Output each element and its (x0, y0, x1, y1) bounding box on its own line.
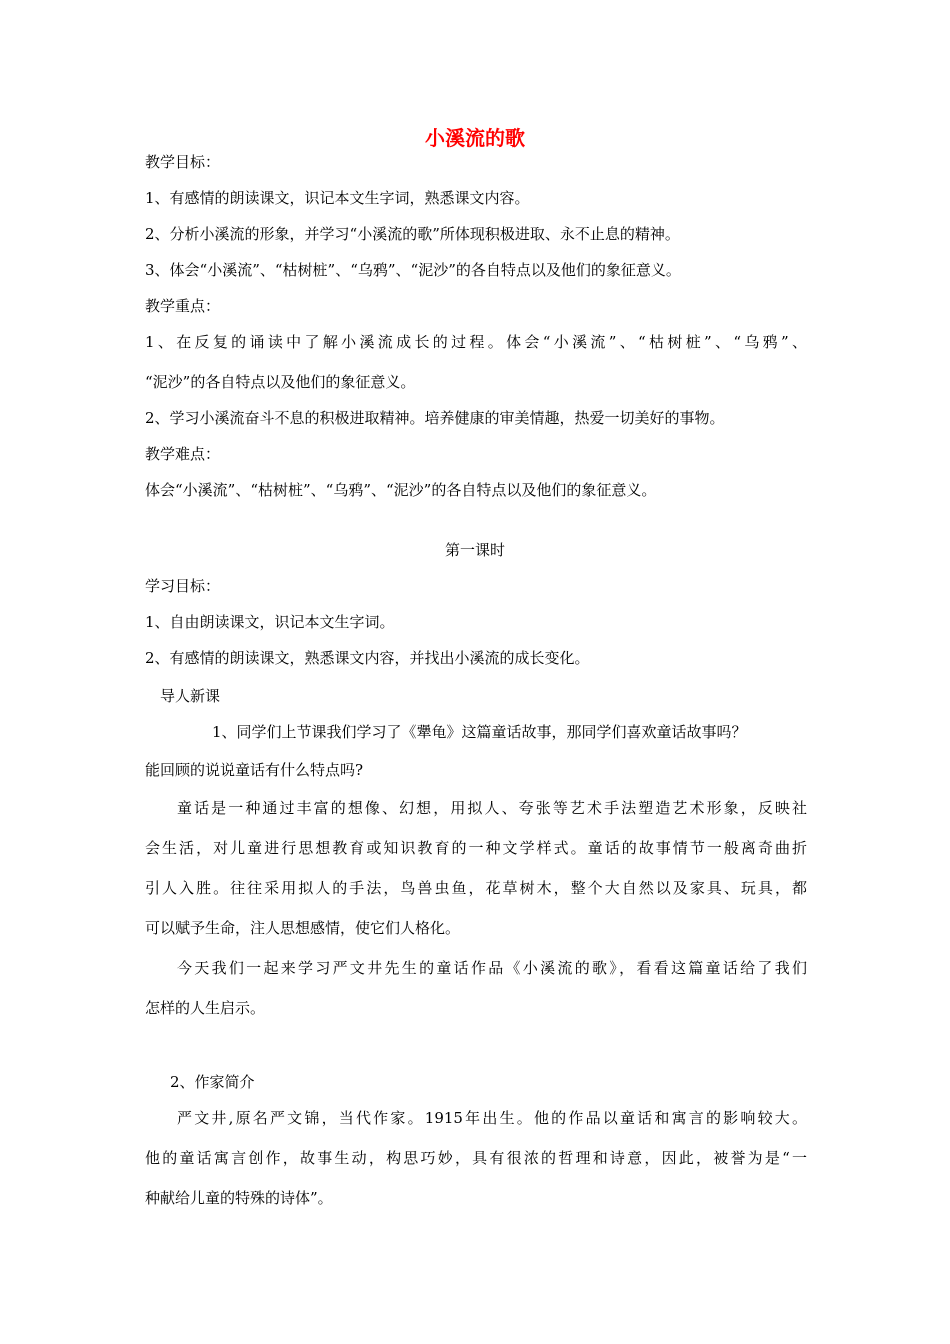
study-goal-item: 2、有感情的朗读课文，熟悉课文内容，并找出小溪流的成长变化。 (145, 649, 590, 667)
intro-question-line: 能回顾的说说童话有什么特点吗? (145, 761, 364, 779)
author-line: 严文井,原名严文锦，当代作家。1915年出生。他的作品以童话和寓言的影响较大。 (177, 1109, 807, 1127)
fairy-tale-line: 引人入胜。往往采用拟人的手法，鸟兽虫鱼，花草树木，整个大自然以及家具、玩具，都 (145, 879, 807, 897)
lesson-heading: 第一课时 (444, 541, 505, 559)
key-point-item: 1、在反复的诵读中了解小溪流成长的过程。体会“小溪流”、“枯树桩”、“乌鸦”、 (145, 333, 807, 351)
document-title: 小溪流的歌 (425, 126, 525, 150)
study-goal-item: 1、自由朗读课文，识记本文生字词。 (145, 613, 395, 631)
objectives-heading: 教学目标： (145, 153, 221, 171)
today-line: 怎样的人生启示。 (145, 999, 266, 1017)
fairy-tale-line: 可以赋予生命，注人思想感情，使它们人格化。 (145, 919, 461, 937)
key-points-heading: 教学重点： (145, 297, 221, 315)
author-line: 他的童话寓言创作，故事生动，构思巧妙，具有很浓的哲理和诗意，因此，被誉为是“一 (145, 1149, 807, 1167)
fairy-tale-line: 会生活，对儿童进行思想教育或知识教育的一种文学样式。童话的故事情节一般离奇曲折 (145, 839, 807, 857)
objective-item: 3、体会“小溪流”、“枯树桩”、“乌鸦”、“泥沙”的各自特点以及他们的象征意义。 (145, 261, 681, 279)
author-line: 种献给儿童的特殊的诗体”。 (145, 1189, 333, 1207)
author-heading: 2、作家简介 (170, 1073, 255, 1091)
fairy-tale-line: 童话是一种通过丰富的想像、幻想，用拟人、夸张等艺术手法塑造艺术形象，反映社 (177, 799, 807, 817)
intro-question-line: 1、同学们上节课我们学习了《犟龟》这篇童话故事，那同学们喜欢童话故事吗？ (212, 723, 747, 741)
difficulties-heading: 教学难点： (145, 445, 221, 463)
difficulty-item: 体会“小溪流”、“枯树桩”、“乌鸦”、“泥沙”的各自特点以及他们的象征意义。 (145, 481, 657, 499)
study-goals-heading: 学习目标： (145, 577, 221, 595)
objective-item: 2、分析小溪流的形象，并学习“小溪流的歌”所体现积极进取、永不止息的精神。 (145, 225, 680, 243)
objective-item: 1、有感情的朗读课文，识记本文生字词，熟悉课文内容。 (145, 189, 530, 207)
today-line: 今天我们一起来学习严文井先生的童话作品《小溪流的歌》，看看这篇童话给了我们 (177, 959, 807, 977)
intro-heading: 导人新课 (160, 687, 221, 705)
key-point-item: “泥沙”的各自特点以及他们的象征意义。 (145, 373, 416, 391)
key-point-item: 2、学习小溪流奋斗不息的积极进取精神。培养健康的审美情趣，热爱一切美好的事物。 (145, 409, 725, 427)
